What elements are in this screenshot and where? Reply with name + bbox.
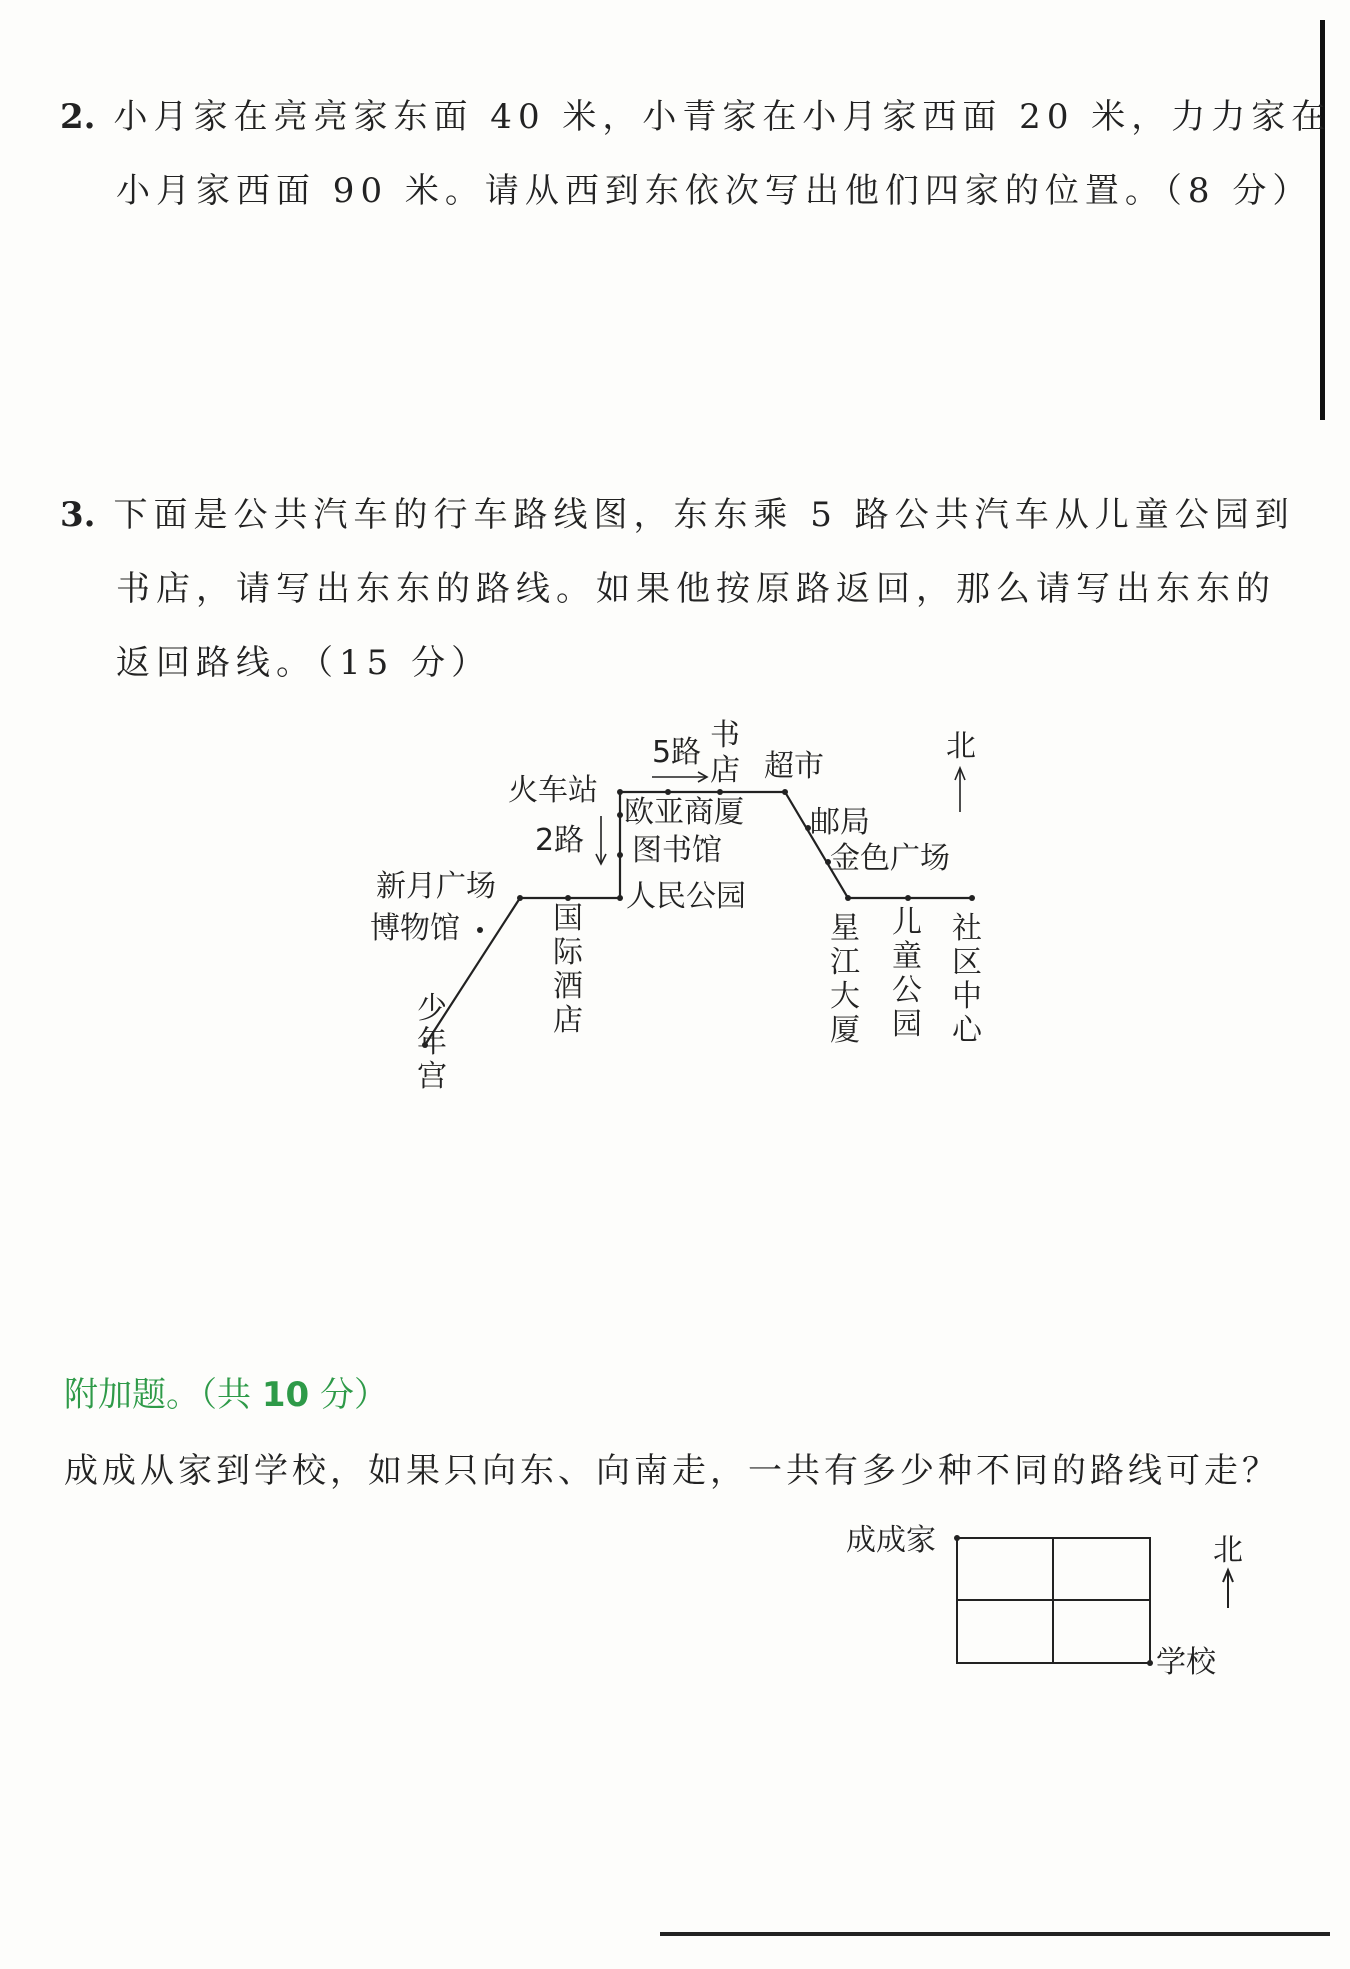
guoji-char-2: 际 <box>553 935 583 970</box>
stop-shequ <box>969 895 975 901</box>
shequ-char-3: 中 <box>952 979 982 1014</box>
stop-ouya <box>617 812 623 818</box>
stop-huochezhan <box>617 789 623 795</box>
stop-ertong <box>905 895 911 901</box>
stop-renmin <box>617 895 623 901</box>
route5-label: 5路 <box>652 735 702 770</box>
route2-label: 2路 <box>535 823 585 858</box>
stop-tushuguan <box>617 852 623 858</box>
shequ-char-1: 社 <box>952 911 982 946</box>
xingjiang-char-1: 星 <box>830 911 860 946</box>
bonus-points-close: 分） <box>309 1375 388 1415</box>
tushuguan-label: 图书馆 <box>632 833 722 868</box>
ouya-label: 欧亚商厦 <box>624 795 744 830</box>
bonus-title <box>64 1375 388 1415</box>
jinse-label: 金色广场 <box>830 841 950 876</box>
huochezhan-label: 火车站 <box>508 773 598 808</box>
ertong-char-4: 园 <box>892 1007 922 1042</box>
stop-bowuguan <box>477 927 483 933</box>
bonus-school-label: 学校 <box>1156 1645 1216 1680</box>
ertong-char-2: 童 <box>892 939 922 974</box>
q3-number: 3. <box>60 495 96 535</box>
q2-text-1: 小月家在亮亮家东面 40 米，小青家在小月家西面 20 米，力力家在 <box>113 97 1332 137</box>
xinyue-label: 新月广场 <box>376 869 496 904</box>
xingjiang-char-3: 大 <box>830 979 860 1014</box>
q3-text-1: 下面是公共汽车的行车路线图，东东乘 5 路公共汽车从儿童公园到 <box>113 495 1295 535</box>
q3-line-2: 书店，请写出东东的路线。如果他按原路返回，那么请写出东东的 <box>116 569 1276 609</box>
stop-chaoshi <box>782 789 788 795</box>
xingjiang-char-4: 厦 <box>830 1013 860 1048</box>
shaonian-char-3: 宫 <box>417 1059 447 1094</box>
shudian-label-2: 店 <box>710 753 740 788</box>
bowuguan-label: 博物馆 <box>370 911 460 946</box>
bonus-school-dot <box>1147 1660 1153 1666</box>
bonus-points-num: 10 <box>261 1375 310 1415</box>
q2-number: 2. <box>60 97 96 137</box>
shudian-label-1: 书 <box>710 718 740 753</box>
shequ-char-4: 心 <box>952 1013 982 1048</box>
ertong-char-3: 公 <box>892 973 922 1008</box>
guoji-char-1: 国 <box>553 901 583 936</box>
bonus-home-label: 成成家 <box>846 1523 936 1558</box>
guoji-char-4: 店 <box>553 1003 583 1038</box>
xingjiang-char-2: 江 <box>830 945 860 980</box>
shaonian-char-2: 年 <box>417 1025 447 1060</box>
stop-xingjiang <box>845 895 851 901</box>
q3-line-3: 返回路线。（15 分） <box>116 643 492 683</box>
bonus-home-dot <box>954 1535 960 1541</box>
map-north-label: 北 <box>946 729 976 764</box>
youju-label: 邮局 <box>810 805 870 840</box>
bonus-title-text: 附加题。 <box>64 1375 200 1415</box>
bonus-north-label: 北 <box>1213 1533 1243 1568</box>
chaoshi-label: 超市 <box>764 749 824 784</box>
stop-xinyue <box>517 895 523 901</box>
bonus-question: 成成从家到学校，如果只向东、向南走，一共有多少种不同的路线可走？ <box>64 1451 1280 1491</box>
ertong-char-1: 儿 <box>892 905 922 940</box>
guoji-char-3: 酒 <box>553 969 583 1004</box>
bonus-points-open: （共 <box>200 1375 262 1415</box>
shequ-char-2: 区 <box>952 945 982 980</box>
q2-line-2: 小月家西面 90 米。请从西到东依次写出他们四家的位置。（8 分） <box>116 171 1313 211</box>
shaonian-char-1: 少 <box>417 991 447 1026</box>
renmin-label: 人民公园 <box>626 879 746 914</box>
